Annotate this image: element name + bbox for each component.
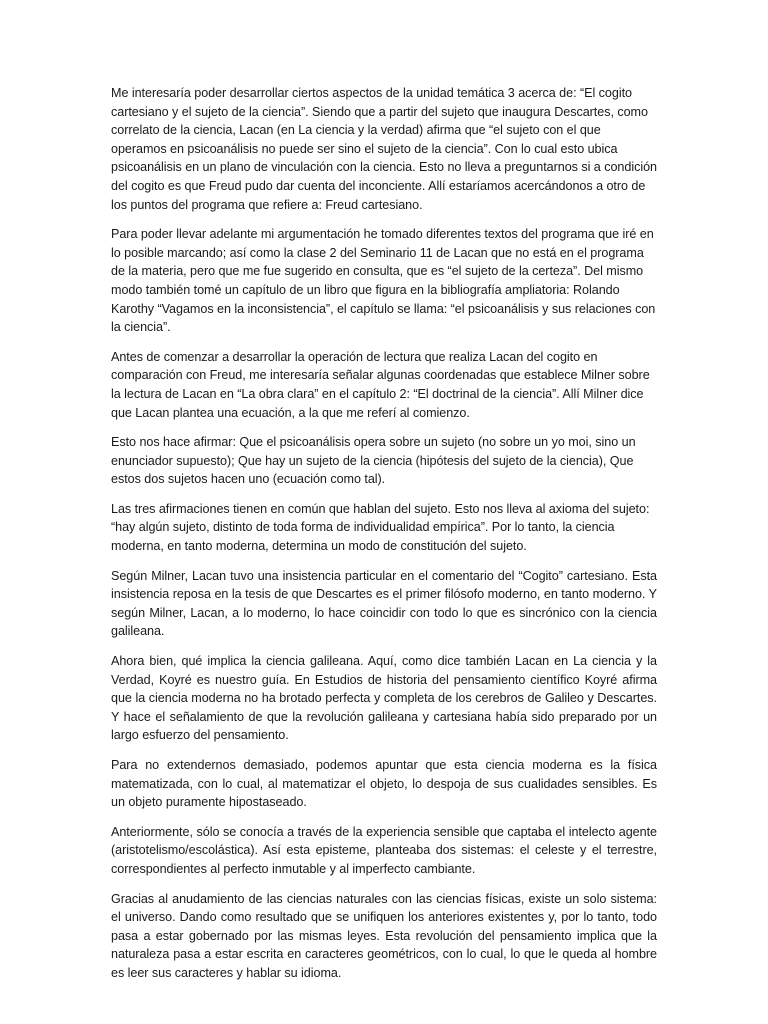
paragraph-5: Las tres afirmaciones tienen en común que hablan del sujeto. Esto nos lleva al axioma del sujeto: “hay algún sujeto, distinto de toda forma de individualidad empírica”. Por lo tanto, la ciencia moderna, en tanto moderna, determina un modo de constitución del sujeto.	[111, 501, 650, 554]
paragraph-7: Ahora bien, qué implica la ciencia galileana. Aquí, como dice también Lacan en La ciencia y la Verdad, Koyré es nuestro guía. En Estudios de historia del pensamiento científico Koyré afirma que la ciencia moderna no ha brotado perfecta y completa de los cerebros de Galileo y Descartes. Y hace el señalamiento de que la revolución galileana y cartesiana había sido preparado por un largo esfuerzo del pensamiento.	[111, 654, 657, 743]
paragraph-10: Gracias al anudamiento de las ciencias naturales con las ciencias físicas, existe un solo sistema: el universo. Dando como resultado que se unifiquen los anteriores existentes y, por lo tanto, todo pasa a estar gobernado por las mismas leyes. Esta revolución del pensamiento implica que la naturaleza pasa a estar escrita en caracteres geométricos, con lo cual, lo que le queda al hombre es leer sus caracteres y hablar su idioma.	[111, 891, 657, 980]
paragraph-9: Anteriormente, sólo se conocía a través de la experiencia sensible que captaba el intelecto agente (aristotelismo/escolástica). Así esta episteme, planteaba dos sistemas: el celeste y el terrestre, correspondientes al perfecto inmutable y al imperfecto cambiante.	[111, 824, 657, 876]
paragraph-6: Según Milner, Lacan tuvo una insistencia particular en el comentario del “Cogito” cartesiano. Esta insistencia reposa en la tesis de que Descartes es el primer filósofo moderno, en tanto moderno. Y según Milner, Lacan, a lo moderno, lo hace coincidir con todo lo que es sincrónico con la ciencia galileana.	[111, 568, 657, 639]
paragraph-2: Para poder llevar adelante mi argumentación he tomado diferentes textos del programa que iré en lo posible marcando; así como la clase 2 del Seminario 11 de Lacan que no está en el programa de la materia, pero que me fue sugerido en consulta, que es “el sujeto de la certeza”. Del mismo modo también tomé un capítulo de un libro que figura en la bibliografía ampliatoria: Rolando Karothy “Vagamos en la inconsistencia”, el capítulo se llama: “el psicoanálisis y sus relaciones con la ciencia”.	[111, 227, 656, 335]
document-page	[111, 84, 657, 994]
paragraph-8: Para no extendernos demasiado, podemos apuntar que esta ciencia moderna es la física matematizada, con lo cual, al matematizar el objeto, lo despoja de sus cualidades sensibles. Es un objeto puramente hipostaseado.	[111, 758, 657, 810]
paragraph-4: Esto nos hace afirmar: Que el psicoanálisis opera sobre un sujeto (no sobre un yo moi, sino un enunciador supuesto); Que hay un sujeto de la ciencia (hipótesis del sujeto de la ciencia), Que estos dos sujetos hacen uno (ecuación como tal).	[111, 435, 636, 487]
paragraph-1: Me interesaría poder desarrollar ciertos aspectos de la unidad temática 3 acerca de: “El cogito cartesiano y el sujeto de la ciencia”. Siendo que a partir del sujeto que inaugura Descartes, como correlato de la ciencia, Lacan (en La ciencia y la verdad) afirma que “el sujeto con el que operamos en psicoanálisis no puede ser sino el sujeto de la ciencia”. Con lo cual esto ubica psicoanálisis en un plano de vinculación con la ciencia. Esto no lleva a preguntarnos si a condición del cogito es que Freud pudo dar cuenta del inconciente. Allí estaríamos acercándonos a otro de los puntos del programa que refiere a: Freud cartesiano.	[111, 86, 657, 212]
paragraph-3: Antes de comenzar a desarrollar la operación de lectura que realiza Lacan del cogito en comparación con Freud, me interesaría señalar algunas coordenadas que establece Milner sobre la lectura de Lacan en “La obra clara” en el capítulo 2: “El doctrinal de la ciencia”. Allí Milner dice que Lacan plantea una ecuación, a la que me referí al comienzo.	[111, 349, 650, 420]
